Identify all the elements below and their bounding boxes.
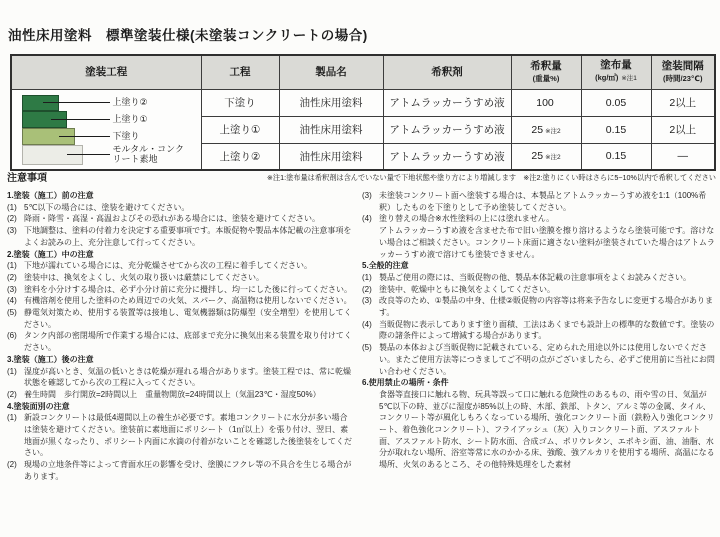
note-line [7,190,354,202]
note-line [7,389,354,401]
notes-column-right [362,190,716,471]
notes-heading: 注意事項 [7,173,47,184]
note-line [7,401,354,413]
note-item-text: 塗り替えの場合※水性塗料の上には塗れません。 [379,214,555,224]
note-item-number: (3) [7,226,17,236]
note-line [7,202,354,214]
layer-label: 上塗り① [112,113,148,124]
note-line [362,319,716,342]
note-line [362,295,716,318]
note-item-text: 改良等のため、①製品の中身、仕様②販促物の内容等は将来予告なしに変更する場合があります。 [379,296,714,318]
note-item-number: (1) [7,261,17,271]
cell-dilution [511,89,581,116]
coating-spec-table [10,54,716,171]
note-line [7,366,354,389]
note-item-number: (2) [362,284,372,294]
note-item [7,366,354,389]
header-unit: (kg/㎡) [595,73,619,83]
note-line [362,260,716,272]
note-item [362,319,716,342]
note-line [7,272,354,284]
header-interval [651,55,715,89]
note-line [362,225,716,260]
layer-label: モルタル・コンクリート素地 [112,144,184,164]
coating-layers-diagram [14,90,199,169]
note-line [362,272,716,284]
layer-diagram-cell [11,89,201,170]
dilution-value: 25 [531,123,544,136]
note-section-title: 3.塗装（施工）後の注意 [7,354,94,364]
header-step [201,55,279,89]
note-item-text: 食器等直接口に触れる物、玩具等誤って口に触れる危険性のあるもの、雨や雪の日、気温が5℃以下の時、並びに湿度が85%以上の時、木部、鉄部、トタン、アルミ等の金属、タイル、コンクリート等が風化しもろくなっている場所、強化コンクリート面（鉄粉入り強化コンクリート、着色強化コンクリート）、フライアッシュ（灰）入りコンクリート面、アスファルト面、アスファルト防水、シート防水面、合成ゴム、ポリウレタン、エポキシ面、油、油脂、水分が取れない場所、浴室等常に水のかかる床、強酸、強アルカリを使用する場所、高温になる場所、火気のあるところ、その他特殊処理をした素材 [379,389,715,470]
cell-diluent: アトムラッカーうすめ液 [383,143,511,170]
header-label: 塗装工程 [85,66,128,79]
note-section-title: 2.塗装（施工）中の注意 [7,249,94,259]
note-line [7,307,354,330]
note-item-number: (3) [7,284,17,294]
table-footnote: ※注1:塗布量は希釈剤は含んでいない量で下地状態や塗り方により増減します ※注2:塗りにくい時はさらに5~10%以内で希釈してください [266,173,716,182]
layer-label: 下塗り [112,130,140,141]
note-line [7,459,354,482]
note-item [7,295,354,307]
note-item-text: 塗料を小分けする場合は、必ず小分け前に充分に攪拌し、均一にした後に行ってください。 [24,284,352,294]
note-item [362,389,716,471]
cell-product: 油性床用塗料 [279,89,383,116]
note-section-title: 6.使用禁止の場所・条件 [362,378,449,388]
notes-column-left [7,190,354,483]
note-item-text: 静電気対策ため、使用する装置等は接地し、電気機器類は防爆型（安全増型）を使用してください。 [24,308,352,329]
note-item [362,295,716,318]
note-line [362,190,716,213]
note-item-number: (1) [7,413,17,423]
cell-diluent: アトムラッカーうすめ液 [383,116,511,143]
dilution-note: ※注2 [545,127,561,135]
note-item-number: (3) [362,191,372,200]
note-item-text: 有機溶剤を使用した塗料のため周辺での火気、スパーク、高温物は使用しないでください。 [24,296,352,306]
note-item-number: (6) [7,331,17,341]
note-line [362,342,716,377]
note-item-number: (2) [7,389,17,399]
diagram-row-undercoat [22,128,193,145]
header-dilution [511,55,581,89]
header-unit: (重量%) [532,73,560,83]
note-item-number: (3) [362,296,372,306]
note-item-number: (4) [7,296,17,306]
cell-interval: 2以上 [651,89,715,116]
note-item-text: 塗装中は、換気をよくし、火気の取り扱いは厳禁にしてください。 [24,272,264,282]
note-item-text: 現場の立地条件等によって背面水圧の影響を受け、塗膜にフクレ等の不具合を生じる場合があります。 [24,460,352,481]
note-line [7,412,354,459]
note-item [362,190,716,213]
note-item [7,307,354,330]
table-row [11,89,715,116]
note-item-number [362,389,379,471]
note-item-text: 未塗装コンクリート面へ塗装する場合は、本製品とアトムラッカーうすめ液を1:1（100%希釈）したものを下塗りとして予め塗装してください。 [379,191,707,212]
connector-line [51,119,110,120]
note-item-text: 塗装中、乾燥中ともに換気をよくしてください。 [379,284,555,294]
cell-coverage: 0.15 [581,116,651,143]
cell-interval: — [651,143,715,170]
cell-dilution [511,143,581,170]
note-item-text: 湿度が高いとき、気温の低いときは乾燥が遅れる場合があります。塗装工程では、常に乾燥状態を確認してから次の工程に入ってください。 [24,366,352,388]
cell-step: 下塗り [201,89,279,116]
note-item-text: 養生時間 歩行開放=2時間以上 重量物開放=24時間以上（気温23℃・湿度50%） [24,389,321,399]
note-item-number: (5) [362,343,372,353]
note-item-number: (1) [7,366,17,376]
note-line [7,284,354,296]
note-item-text: 製品ご使用の際には、当販促物の他、製品本体記載の注意事項をよくお読みください。 [379,272,691,282]
note-line [7,295,354,307]
page-title: 油性床用塗料 標準塗装仕様(未塗装コンクリートの場合) [8,28,368,43]
note-item-number [362,225,379,260]
header-process-diagram [11,55,201,89]
note-item [7,412,354,459]
cell-dilution [511,116,581,143]
note-item-text: 製品の本体および当販促物に記載されている、定められた用途以外には使用しないでください。またご使用方法等につきましてご不明の点がございましたら、必ずご使用前に当社にお問い合わせください。 [379,343,715,376]
note-item-text: 下地調整は、塗料の付着力を決定する重要事項です。本販促物や製品本体記載の注意事項をよくお読みの上、充分注意して行ってください。 [24,226,352,247]
note-item-text: 下地が濡れている場合には、充分乾燥させてから次の工程に着手してください。 [24,261,312,271]
note-item [7,330,354,353]
note-item-text: 5℃以下の場合には、塗装を避けてください。 [24,202,190,212]
note-section-title: 1.塗装（施工）前の注意 [7,191,94,200]
note-line [362,213,716,225]
note-item-number: (4) [362,214,372,224]
note-item-text: 降雨・降雪・高湿・高温およびその恐れがある場合には、塗装を避けてください。 [24,214,320,224]
header-unit: (時間/23℃) [662,73,703,83]
note-item-number: (1) [7,202,17,212]
header-label: 希釈量 [530,59,562,72]
note-line [362,284,716,296]
note-section-title: 5.全般的注意 [362,261,409,271]
note-line [362,389,716,471]
cell-product: 油性床用塗料 [279,116,383,143]
note-item-number: (2) [7,214,17,224]
header-product [279,55,383,89]
header-label: 塗装間隔 [661,59,704,72]
note-item [7,284,354,296]
header-label: 塗布量 [600,59,632,72]
header-label: 製品名 [315,66,347,79]
note-item-number: (4) [362,319,372,329]
note-section-title: 4.塗装面別の注意 [7,401,70,411]
note-item [7,459,354,482]
dilution-value: 25 [531,150,544,163]
note-line [7,330,354,353]
header-label: 希釈剤 [431,66,463,79]
note-line [7,354,354,366]
note-item [7,202,354,214]
note-item [7,225,354,248]
connector-line [67,154,110,155]
note-line [7,249,354,261]
note-item-number: (1) [362,272,372,282]
note-line [362,377,716,389]
cell-diluent: アトムラッカーうすめ液 [383,89,511,116]
note-item [362,272,716,284]
note-item-text: タンク内部の密閉場所で作業する場合には、底部まで充分に換気出来る装置を取り付けてください。 [24,331,352,353]
note-line [7,260,354,272]
note-item-number: (2) [7,272,17,282]
note-item [362,213,716,225]
layer-label: 上塗り② [112,97,148,107]
cell-step: 上塗り② [201,143,279,170]
note-item [7,389,354,401]
note-item [7,260,354,272]
cell-coverage: 0.15 [581,143,651,170]
header-label: 工程 [229,66,251,79]
table-header-row [11,55,715,89]
note-item-text: アトムラッカーうすめ液を含ませた布で旧い塗膜を擦り溶けるようなら塗装可能です。溶けない場合はご相談ください。コンクリート床面に適さない塗料が塗装されていた場合はアトムラッカーうすめ液で溶けても塗装できません。 [379,226,715,259]
note-line [7,225,354,248]
note-item-text: 新設コンクリートは最低4週間以上の養生が必要です。素地コンクリートに水分が多い場合は塗装を避けてください。塗装前に素地面にポリシート（1㎡以上）を張り付け、翌日、素地面が黒くなったり、ポリシート内面に水滴の付着がないことを確認した後塗装をしてください。 [24,413,352,458]
connector-line [43,102,110,103]
cell-product: 油性床用塗料 [279,143,383,170]
header-diluent [383,55,511,89]
note-item [362,225,716,260]
dilution-note: ※注2 [545,154,561,162]
header-coverage [581,55,651,89]
note-item [362,284,716,296]
note-item-number: (5) [7,308,17,318]
note-item [362,342,716,377]
note-item-text: 当販促物に表示してあります塗り面積、工法はあくまでも設計上の標準的な数値です。塗装の際の諸条件によって増減する場合があります。 [379,319,715,341]
cell-coverage: 0.05 [581,89,651,116]
cell-interval: 2以上 [651,116,715,143]
header-footnote-ref: ※注1 [621,75,637,83]
cell-step: 上塗り① [201,116,279,143]
connector-line [59,136,110,137]
diagram-row-topcoat1 [22,111,193,128]
note-item-number: (2) [7,460,17,470]
note-item [7,213,354,225]
diagram-row-topcoat2 [22,95,193,111]
dilution-value: 100 [536,96,554,109]
note-line [7,213,354,225]
note-item [7,272,354,284]
diagram-row-substrate [22,145,193,165]
